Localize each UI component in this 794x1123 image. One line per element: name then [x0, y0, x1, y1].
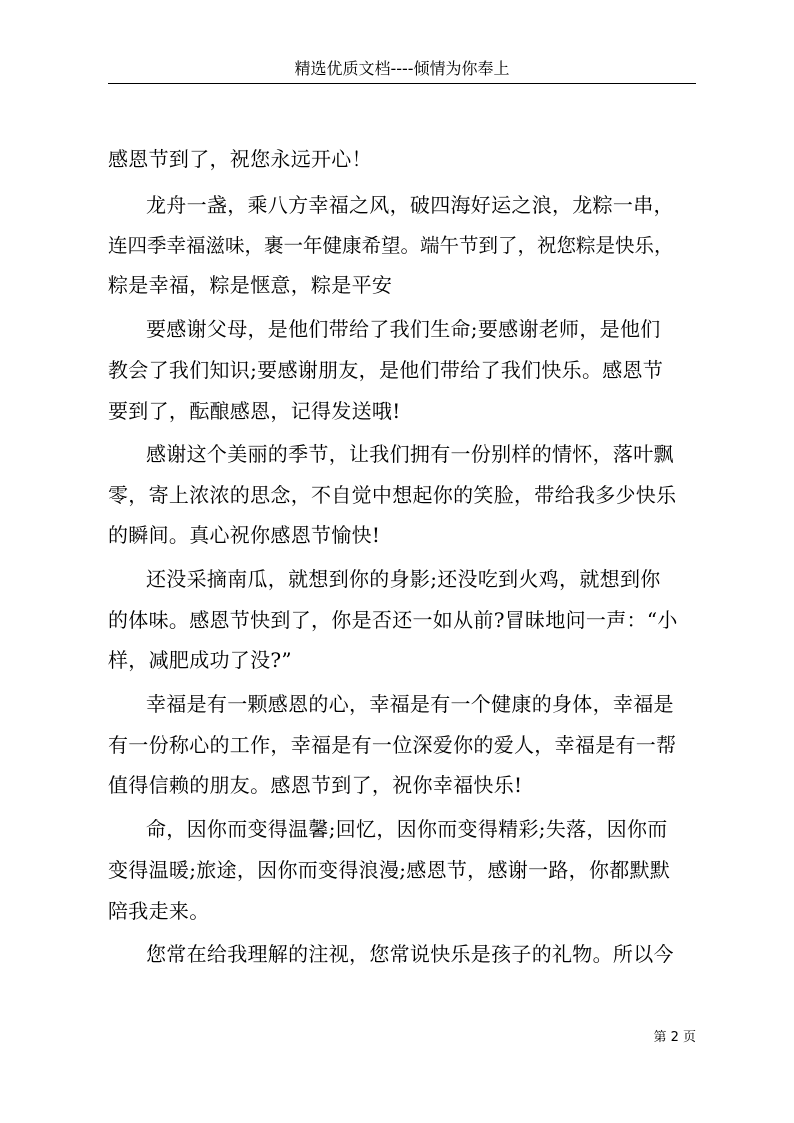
text-line: 有一份称心的工作，幸福是有一位深爱你的爱人，幸福是有一帮 — [108, 733, 677, 757]
text-line: 您常在给我理解的注视，您常说快乐是孩子的礼物。所以今 — [146, 942, 674, 966]
text-line: 值得信赖的朋友。感恩节到了，祝你幸福快乐! — [108, 773, 523, 797]
text-line: 教会了我们知识;要感谢朋友，是他们带给了我们快乐。感恩节 — [108, 358, 664, 382]
text-line: 粽是幸福，粽是惬意，粽是平安 — [108, 273, 393, 297]
text-line: 感恩节到了，祝您永远开心！ — [108, 147, 372, 171]
text-line: 感谢这个美丽的季节，让我们拥有一份别样的情怀，落叶飘 — [146, 442, 674, 466]
text-line: 陪我走来。 — [108, 899, 210, 923]
text-line: 连四季幸福滋味，裹一年健康希望。端午节到了，祝您粽是快乐， — [108, 234, 674, 257]
text-line: 的瞬间。真心祝你感恩节愉快! — [108, 523, 381, 547]
text-line: 样，减肥成功了没?” — [108, 648, 292, 672]
text-line: 幸福是有一颗感恩的心，幸福是有一个健康的身体，幸福是 — [146, 692, 674, 716]
text-line: 要感谢父母，是他们带给了我们生命;要感谢老师，是他们 — [146, 317, 661, 341]
text-line: 的体味。感恩节快到了，你是否还一如从前?冒昧地问一声：“小 — [108, 608, 678, 632]
text-line: 命，因你而变得温馨;回忆，因你而变得精彩;失落，因你而 — [146, 817, 668, 841]
header-title: 精选优质文档----倾情为你奉上 — [294, 59, 510, 78]
text-line: 龙舟一盏，乘八方幸福之风，破四海好运之浪，龙粽一串， — [146, 193, 674, 217]
text-line: 零，寄上浓浓的思念，不自觉中想起你的笑脸，带给我多少快乐 — [108, 483, 677, 507]
text-line: 要到了，酝酿感恩，记得发送哦! — [108, 399, 401, 423]
text-line: 变得温暖;旅途，因你而变得浪漫;感恩节，感谢一路，你都默默 — [108, 858, 671, 882]
page-number: 第 2 页 — [653, 1030, 696, 1045]
text-line: 还没采摘南瓜，就想到你的身影;还没吃到火鸡，就想到你 — [146, 567, 661, 591]
header-rule — [108, 83, 696, 84]
